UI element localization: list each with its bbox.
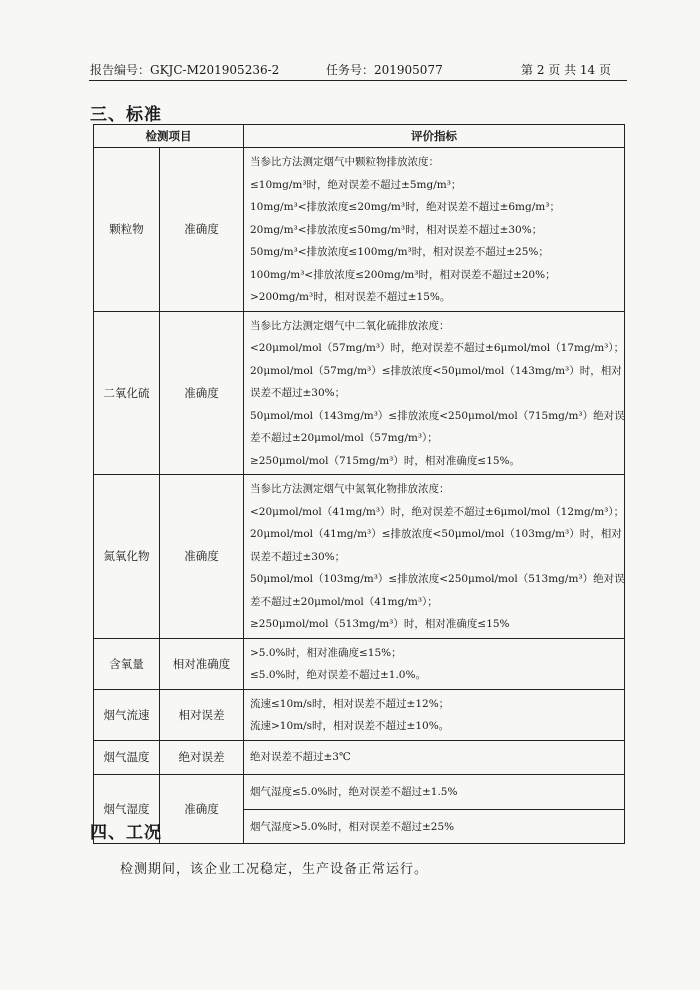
cell-criteria — [244, 475, 625, 639]
criteria-line: 烟气湿度>5.0%时，相对误差不超过±25% — [244, 809, 624, 843]
header-cell-item: 检测项目 — [94, 125, 244, 148]
page-header — [90, 62, 626, 78]
criteria-line: 当参比方法测定烟气中颗粒物排放浓度： — [250, 156, 439, 168]
cell-criteria — [244, 689, 625, 740]
cell-criteria — [244, 774, 625, 843]
standards-table — [93, 124, 625, 844]
cell-metric: 绝对误差 — [160, 740, 244, 774]
conditions-text: 检测期间，该企业工况稳定，生产设备正常运行。 — [120, 862, 429, 877]
task-number: 任务号：201905077 — [326, 63, 443, 77]
table-row — [94, 638, 625, 689]
criteria-line: 误差不超过±30%； — [250, 550, 346, 563]
cell-metric: 准确度 — [160, 774, 244, 843]
table-header-row — [94, 125, 625, 148]
split-cell — [244, 775, 624, 843]
criteria-line: 误差不超过±30%； — [250, 387, 346, 399]
cell-criteria — [244, 638, 625, 689]
cell-metric: 相对误差 — [160, 689, 244, 740]
criteria-line: 当参比方法测定烟气中二氧化硫排放浓度： — [250, 319, 450, 332]
table-row — [94, 311, 625, 475]
header-divider — [89, 80, 627, 81]
criteria-line: ≤5.0%时，绝对误差不超过±1.0%。 — [250, 669, 426, 681]
criteria-line: 20mg/m³<排放浓度≤50mg/m³时，相对误差不超过±30%； — [250, 223, 543, 236]
cell-metric: 相对准确度 — [160, 638, 244, 689]
cell-item: 烟气温度 — [94, 740, 160, 774]
criteria-line: ≤10mg/m³时，绝对误差不超过±5mg/m³； — [250, 178, 462, 191]
cell-item: 颗粒物 — [94, 148, 160, 312]
criteria-line: 100mg/m³<排放浓度≤200mg/m³时，相对误差不超过±20%； — [250, 268, 556, 281]
cell-criteria — [244, 311, 625, 475]
cell-criteria — [244, 148, 625, 312]
table-row — [94, 689, 625, 740]
criteria-line: ≥250μmol/mol（513mg/m³）时，相对准确度≤15% — [250, 618, 510, 630]
criteria-line: ≥250μmol/mol（715mg/m³）时，相对准确度≤15%。 — [250, 454, 521, 467]
criteria-line: >200mg/m³时，相对误差不超过±15%。 — [250, 291, 451, 303]
cell-metric: 准确度 — [160, 475, 244, 639]
criteria-line: <20μmol/mol（57mg/m³）时，绝对误差不超过±6μmol/mol（17mg/m³）； — [250, 342, 625, 354]
report-number: 报告编号：GKJC-M201905236-2 — [90, 63, 280, 77]
criteria-line: 10mg/m³<排放浓度≤20mg/m³时，绝对误差不超过±6mg/m³； — [250, 201, 560, 213]
criteria-line: 50mg/m³<排放浓度≤100mg/m³时，相对误差不超过±25%； — [250, 246, 549, 258]
cell-item: 二氧化硫 — [94, 311, 160, 475]
cell-metric: 准确度 — [160, 148, 244, 312]
criteria-line: 20μmol/mol（57mg/m³）≤排放浓度<50μmol/mol（143mg/m³）时，相对 — [250, 364, 622, 377]
table-row — [94, 740, 625, 774]
table-row — [94, 774, 625, 843]
criteria-line: 20μmol/mol（41mg/m³）≤排放浓度<50μmol/mol（103mg/m³）时，相对 — [250, 528, 622, 540]
criteria-line: 流速≤10m/s时，相对误差不超过±12%； — [250, 697, 450, 710]
cell-item: 烟气流速 — [94, 689, 160, 740]
criteria-line: 50μmol/mol（143mg/m³）≤排放浓度<250μmol/mol（715mg/m³）绝对误 — [250, 409, 625, 422]
cell-metric: 准确度 — [160, 311, 244, 475]
cell-item: 氮氧化物 — [94, 475, 160, 639]
criteria-line: >5.0%时，相对准确度≤15%； — [250, 646, 402, 659]
criteria-line: 50μmol/mol（103mg/m³）≤排放浓度<250μmol/mol（513mg/m³）绝对误 — [250, 573, 625, 585]
section-title-conditions: 四、工况 — [90, 823, 162, 843]
table-row — [94, 148, 625, 312]
table-row — [94, 475, 625, 639]
cell-item: 烟气湿度 — [94, 774, 160, 843]
page-info: 第 2 页 共 14 页 — [521, 63, 611, 77]
cell-criteria — [244, 740, 625, 774]
criteria-line: 差不超过±20μmol/mol（41mg/m³）； — [250, 595, 438, 608]
criteria-line: 绝对误差不超过±3℃ — [250, 751, 351, 764]
header-cell-criteria: 评价指标 — [244, 125, 625, 148]
criteria-line: 烟气湿度≤5.0%时，绝对误差不超过±1.5% — [250, 785, 458, 798]
criteria-line: 当参比方法测定烟气中氮氧化物排放浓度： — [250, 483, 450, 495]
criteria-line: <20μmol/mol（41mg/m³）时，绝对误差不超过±6μmol/mol（12mg/m³）； — [250, 505, 625, 518]
cell-item: 含氧量 — [94, 638, 160, 689]
criteria-line: 差不超过±20μmol/mol（57mg/m³）； — [250, 432, 438, 444]
criteria-line: 流速>10m/s时，相对误差不超过±10%。 — [250, 720, 450, 732]
section-title-standard: 三、标准 — [90, 105, 162, 125]
